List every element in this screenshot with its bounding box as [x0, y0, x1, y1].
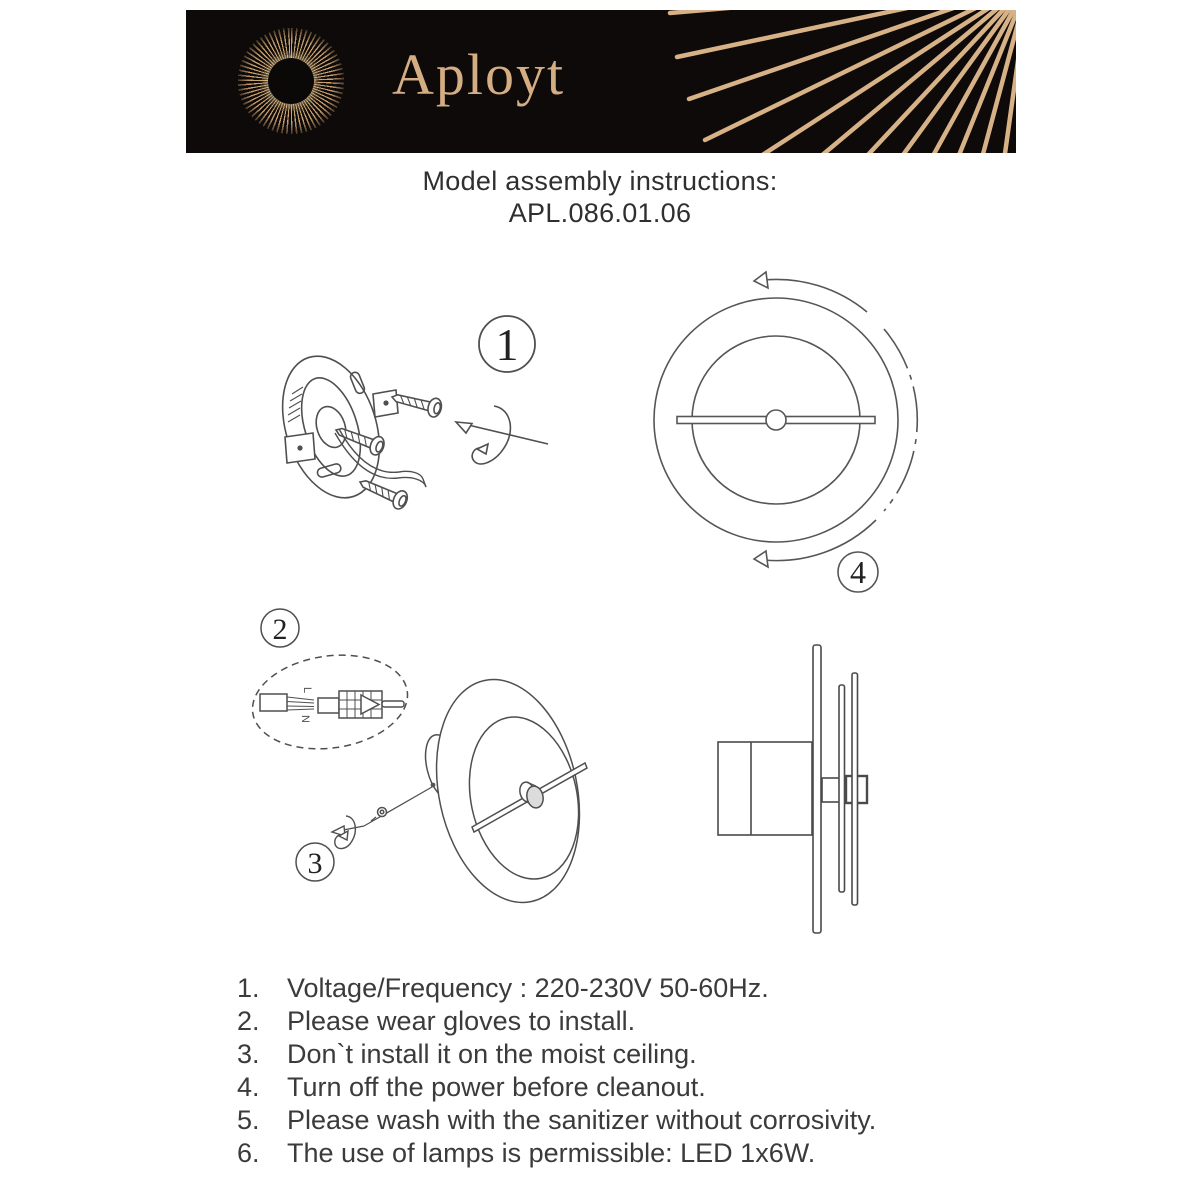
instruction-text: The use of lamps is permissible: LED 1x6W. [287, 1138, 816, 1168]
leader-line [364, 787, 432, 826]
instruction-number: 3. [237, 1039, 260, 1069]
terminal-block [339, 691, 382, 718]
screw-rotation-icon [456, 406, 548, 464]
disc-edge-plate [813, 645, 821, 933]
page-title [0, 165, 1200, 229]
instruction-text: Voltage/Frequency : 220-230V 50-60Hz. [287, 973, 769, 1003]
instruction-number: 1. [237, 973, 260, 1003]
instruction-number: 4. [237, 1072, 260, 1102]
step2-step3-diagram [240, 590, 620, 930]
instruction-item [237, 1005, 997, 1038]
rays-decoration-icon [186, 10, 1016, 153]
instruction-number: 6. [237, 1138, 260, 1168]
instruction-item [237, 972, 997, 1005]
lamp-hub [766, 410, 786, 430]
assembled-side-view [690, 620, 930, 950]
small-fastener [371, 808, 387, 822]
step-2-number: 2 [272, 613, 288, 646]
light-bar-middle [839, 685, 845, 892]
instruction-item [237, 1104, 997, 1137]
brand-name: Aployt [392, 42, 566, 107]
instruction-text: Turn off the power before cleanout. [287, 1072, 706, 1102]
screw-rotation-icon [332, 816, 364, 849]
instruction-item [237, 1071, 997, 1104]
brand-banner [186, 10, 1016, 153]
step-4-number: 4 [850, 554, 866, 590]
lamp-disc [417, 666, 599, 916]
instruction-item [237, 1137, 997, 1170]
instruction-number: 2. [237, 1006, 260, 1036]
model-number: APL.086.01.06 [508, 198, 692, 228]
instruction-text: Please wash with the sanitizer without corrosivity. [287, 1105, 877, 1135]
neutral-wire-label: N [299, 715, 311, 723]
live-wire-label: L [301, 686, 313, 694]
title-line-1: Model assembly instructions: [422, 166, 778, 196]
step1-diagram [240, 280, 570, 580]
instructions-list [237, 972, 997, 1170]
screw-bottom [356, 473, 410, 511]
light-bar-right [852, 673, 858, 905]
instruction-item [237, 1038, 997, 1071]
wall-mount-box [718, 742, 812, 835]
instruction-number: 5. [237, 1105, 260, 1135]
step4-diagram [630, 260, 950, 600]
step-3-number: 3 [307, 847, 323, 880]
step-1-number: 1 [495, 319, 519, 370]
instruction-text: Please wear gloves to install. [287, 1006, 636, 1036]
wiring-detail [246, 646, 413, 759]
instruction-text: Don`t install it on the moist ceiling. [287, 1039, 697, 1069]
